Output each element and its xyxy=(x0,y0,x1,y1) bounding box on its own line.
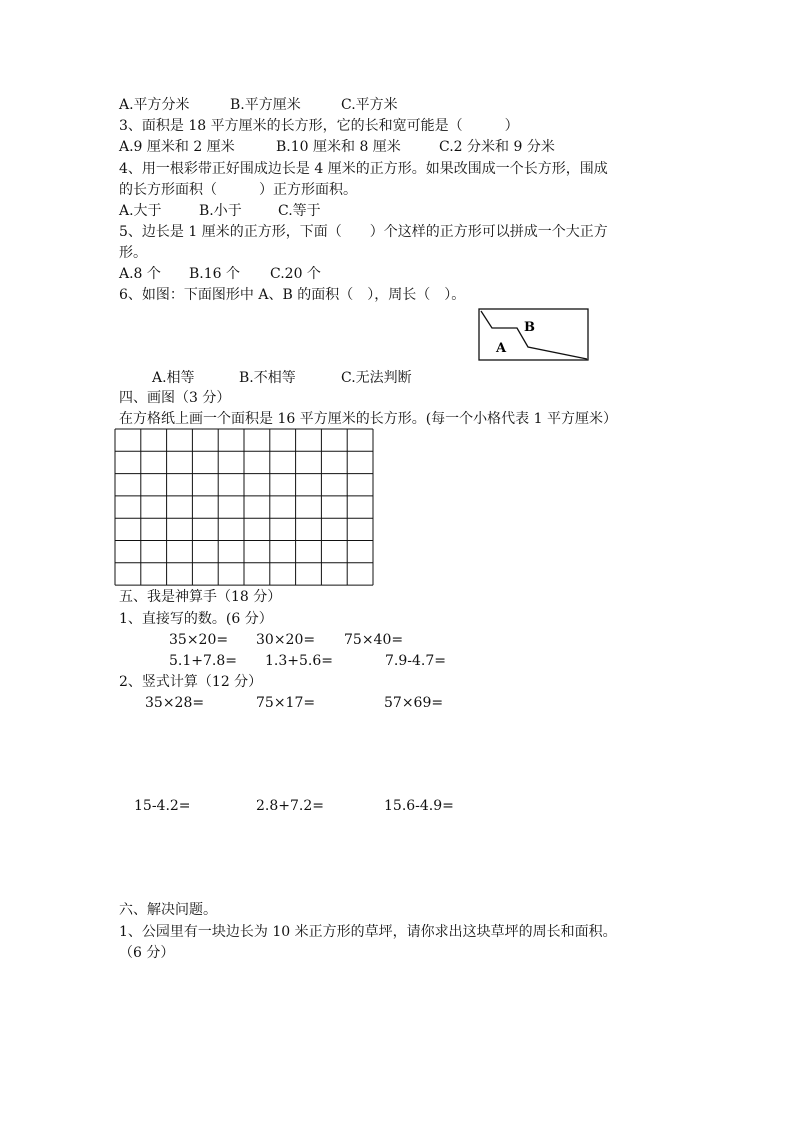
vcalc-2.8+7.2: 2.8+7.2= xyxy=(256,798,324,814)
q5-option-c: C.20 个 xyxy=(270,266,321,282)
q5-stem-line1: 5、边长是 1 厘米的正方形，下面（ ）个这样的正方形可以拼成一个大正方 xyxy=(119,224,608,240)
q5-options xyxy=(119,264,321,284)
vcalc-15.6-4.9: 15.6-4.9= xyxy=(384,798,454,814)
q5-option-a: A.8 个 xyxy=(119,266,161,282)
q2-option-a: A.平方分米 xyxy=(119,97,190,113)
q2-options xyxy=(119,95,398,115)
q3-option-c: C.2 分米和 9 分米 xyxy=(439,139,555,155)
q2-option-c: C.平方米 xyxy=(341,97,398,113)
calc-30x20: 30×20= xyxy=(256,632,316,648)
vcalc-75x17: 75×17= xyxy=(256,695,316,711)
q3-option-a: A.9 厘米和 2 厘米 xyxy=(119,139,235,155)
q3-stem: 3、面积是 18 平方厘米的长方形，它的长和宽可能是（ ） xyxy=(119,118,519,134)
calc-35x20: 35×20= xyxy=(169,632,229,648)
section6-heading: 六、解决问题。 xyxy=(119,902,217,918)
section4-instruction: 在方格纸上画一个面积是 16 平方厘米的长方形。(每一个小格代表 1 平方厘米） xyxy=(119,411,617,427)
calc-7.9-4.7: 7.9-4.7= xyxy=(385,653,446,669)
q6-options xyxy=(152,368,412,388)
section4-heading: 四、画图（3 分） xyxy=(119,390,231,406)
q5-option-b: B.16 个 xyxy=(189,266,241,282)
calc-5.1+7.8: 5.1+7.8= xyxy=(169,653,237,669)
vcalc-15-4.2: 15-4.2= xyxy=(134,798,191,814)
q5-stem-line2: 形。 xyxy=(119,245,147,261)
q3-option-b: B.10 厘米和 8 厘米 xyxy=(276,139,401,155)
figure-label-a: A xyxy=(496,341,507,356)
q6-figure xyxy=(478,308,590,362)
section5-part1-title: 1、直接写的数。(6 分） xyxy=(119,611,273,627)
q4-stem-line1: 4、用一根彩带正好围成边长是 4 厘米的正方形。如果改围成一个长方形，围成 xyxy=(119,161,608,177)
section5-part2-title: 2、竖式计算（12 分） xyxy=(119,674,263,690)
section6-q1-line1: 1、公园里有一块边长为 10 米正方形的草坪，请你求出这块草坪的周长和面积。 xyxy=(119,924,617,940)
square-grid-paper[interactable] xyxy=(114,428,374,587)
section5-heading: 五、我是神算手（18 分） xyxy=(119,589,282,605)
q4-option-c: C.等于 xyxy=(278,203,321,219)
q6-option-a: A.相等 xyxy=(152,370,195,386)
section6-q1-line2: （6 分） xyxy=(119,945,175,961)
q4-option-a: A.大于 xyxy=(119,203,162,219)
vcalc-57x69: 57×69= xyxy=(384,695,444,711)
calc-1.3+5.6: 1.3+5.6= xyxy=(265,653,333,669)
q4-option-b: B.小于 xyxy=(199,203,242,219)
q4-options xyxy=(119,201,321,221)
vcalc-35x28: 35×28= xyxy=(145,695,205,711)
q3-options xyxy=(119,137,555,157)
q6-option-c: C.无法判断 xyxy=(341,370,412,386)
calc-75x40: 75×40= xyxy=(344,632,404,648)
q4-stem-line2: 的长方形面积（ ）正方形面积。 xyxy=(119,182,357,198)
q6-option-b: B.不相等 xyxy=(239,370,296,386)
q6-stem: 6、如图：下面图形中 A、B 的面积（ ），周长（ ）。 xyxy=(119,287,466,303)
q2-option-b: B.平方厘米 xyxy=(230,97,301,113)
figure-label-b: B xyxy=(524,320,535,335)
